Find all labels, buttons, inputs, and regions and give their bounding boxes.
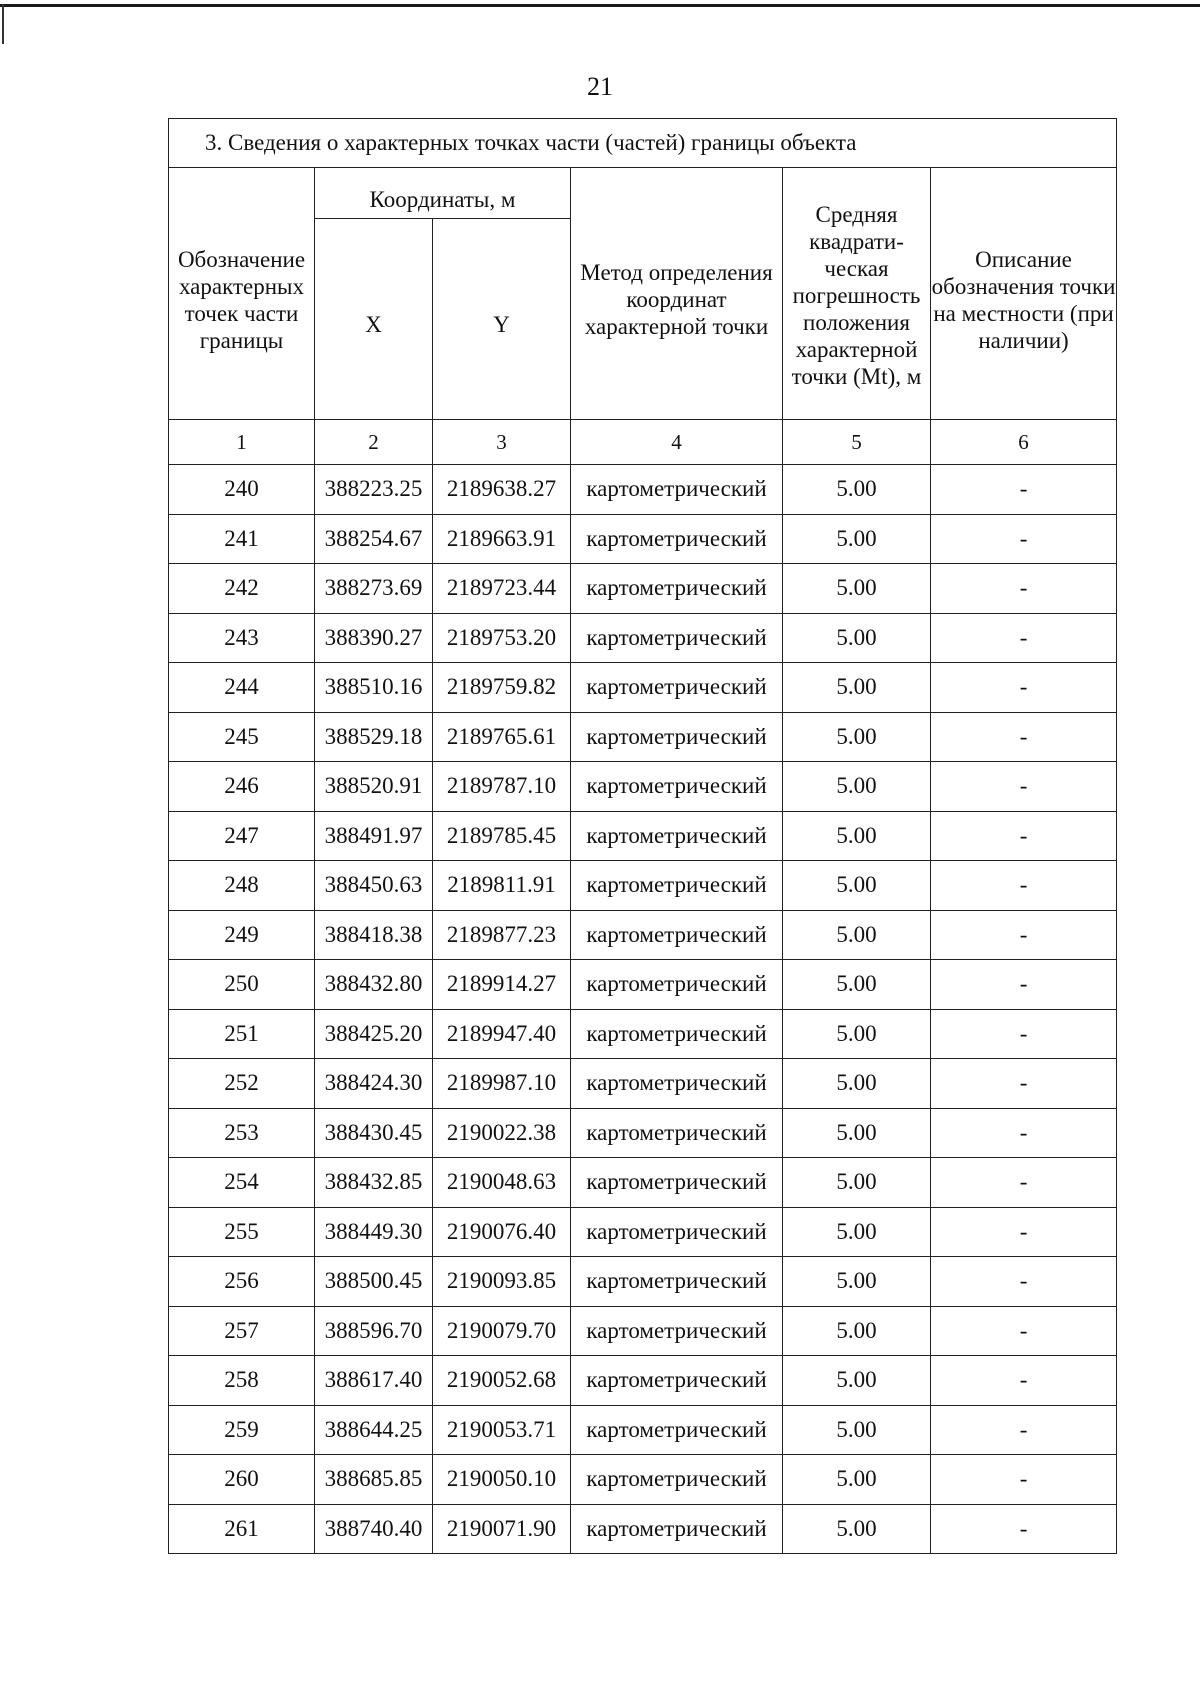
point-number-cell: 258 [169, 1356, 315, 1406]
header-row [169, 168, 1117, 219]
table-row [169, 663, 1117, 713]
table-row [169, 1108, 1117, 1158]
error-value-cell: 5.00 [783, 1207, 931, 1257]
header-coordinates: Координаты, м [315, 168, 571, 219]
point-number-cell: 247 [169, 811, 315, 861]
coordinate-x-cell: 388596.70 [315, 1306, 433, 1356]
table-row [169, 1405, 1117, 1455]
header-x: X [315, 219, 433, 420]
points-table-body [169, 465, 1117, 1554]
coordinate-y-cell: 2190022.38 [433, 1108, 571, 1158]
coordinate-x-cell: 388449.30 [315, 1207, 433, 1257]
error-value-cell: 5.00 [783, 762, 931, 812]
table-row [169, 1207, 1117, 1257]
method-cell: картометрический [571, 1306, 783, 1356]
coordinate-x-cell: 388491.97 [315, 811, 433, 861]
table-row [169, 514, 1117, 564]
method-cell: картометрический [571, 861, 783, 911]
coordinate-x-cell: 388390.27 [315, 613, 433, 663]
error-value-cell: 5.00 [783, 1356, 931, 1406]
method-cell: картометрический [571, 811, 783, 861]
coordinate-x-cell: 388273.69 [315, 564, 433, 614]
coordinate-y-cell: 2190048.63 [433, 1158, 571, 1208]
table-row [169, 1158, 1117, 1208]
coordinate-y-cell: 2189947.40 [433, 1009, 571, 1059]
table-row [169, 465, 1117, 515]
table-row [169, 762, 1117, 812]
table-row [169, 1455, 1117, 1505]
method-cell: картометрический [571, 1009, 783, 1059]
table-row [169, 1504, 1117, 1554]
description-cell: - [931, 1009, 1117, 1059]
coordinate-y-cell: 2190052.68 [433, 1356, 571, 1406]
coordinate-x-cell: 388432.85 [315, 1158, 433, 1208]
error-value-cell: 5.00 [783, 465, 931, 515]
coordinate-x-cell: 388529.18 [315, 712, 433, 762]
method-cell: картометрический [571, 1504, 783, 1554]
table-row [169, 960, 1117, 1010]
method-cell: картометрический [571, 960, 783, 1010]
coordinate-x-cell: 388685.85 [315, 1455, 433, 1505]
description-cell: - [931, 1059, 1117, 1109]
error-value-cell: 5.00 [783, 811, 931, 861]
error-value-cell: 5.00 [783, 1306, 931, 1356]
coordinate-x-cell: 388740.40 [315, 1504, 433, 1554]
page-number: 21 [587, 72, 613, 101]
coordinate-x-cell: 388430.45 [315, 1108, 433, 1158]
coordinate-y-cell: 2190076.40 [433, 1207, 571, 1257]
point-number-cell: 250 [169, 960, 315, 1010]
point-number-cell: 254 [169, 1158, 315, 1208]
error-value-cell: 5.00 [783, 1009, 931, 1059]
coordinate-x-cell: 388510.16 [315, 663, 433, 713]
coordinate-x-cell: 388520.91 [315, 762, 433, 812]
table-row [169, 564, 1117, 614]
coordinate-y-cell: 2190053.71 [433, 1405, 571, 1455]
point-number-cell: 261 [169, 1504, 315, 1554]
coordinate-x-cell: 388424.30 [315, 1059, 433, 1109]
method-cell: картометрический [571, 712, 783, 762]
table-row [169, 1306, 1117, 1356]
header-description: Описание обозначения точки на местности (при наличии) [931, 168, 1117, 420]
description-cell: - [931, 1504, 1117, 1554]
column-number: 2 [315, 420, 433, 465]
coordinate-y-cell: 2189811.91 [433, 861, 571, 911]
point-number-cell: 245 [169, 712, 315, 762]
method-cell: картометрический [571, 1207, 783, 1257]
point-number-cell: 256 [169, 1257, 315, 1307]
points-table-container [168, 118, 1116, 1554]
coordinate-x-cell: 388617.40 [315, 1356, 433, 1406]
error-value-cell: 5.00 [783, 1059, 931, 1109]
description-cell: - [931, 1257, 1117, 1307]
method-cell: картометрический [571, 1257, 783, 1307]
description-cell: - [931, 1207, 1117, 1257]
error-value-cell: 5.00 [783, 613, 931, 663]
header-mean-square-error: Средняя квадрати-ческая погрешность положения характерной точки (Mt), м [783, 168, 931, 420]
scan-border-left [2, 4, 4, 44]
method-cell: картометрический [571, 1158, 783, 1208]
characteristic-points-table [168, 118, 1117, 1554]
column-number-row [169, 420, 1117, 465]
column-number: 1 [169, 420, 315, 465]
description-cell: - [931, 663, 1117, 713]
point-number-cell: 249 [169, 910, 315, 960]
error-value-cell: 5.00 [783, 564, 931, 614]
point-number-cell: 253 [169, 1108, 315, 1158]
method-cell: картометрический [571, 1108, 783, 1158]
coordinate-x-cell: 388450.63 [315, 861, 433, 911]
description-cell: - [931, 465, 1117, 515]
point-number-cell: 257 [169, 1306, 315, 1356]
header-method: Метод определения координат характерной точки [571, 168, 783, 420]
table-row [169, 712, 1117, 762]
point-number-cell: 259 [169, 1405, 315, 1455]
description-cell: - [931, 1306, 1117, 1356]
table-row [169, 861, 1117, 911]
section-title-row [169, 119, 1117, 168]
description-cell: - [931, 762, 1117, 812]
method-cell: картометрический [571, 910, 783, 960]
column-number: 4 [571, 420, 783, 465]
table-row [169, 910, 1117, 960]
coordinate-x-cell: 388644.25 [315, 1405, 433, 1455]
coordinate-y-cell: 2190093.85 [433, 1257, 571, 1307]
coordinate-x-cell: 388425.20 [315, 1009, 433, 1059]
header-y: Y [433, 219, 571, 420]
error-value-cell: 5.00 [783, 861, 931, 911]
description-cell: - [931, 564, 1117, 614]
description-cell: - [931, 1405, 1117, 1455]
coordinate-x-cell: 388500.45 [315, 1257, 433, 1307]
error-value-cell: 5.00 [783, 910, 931, 960]
error-value-cell: 5.00 [783, 1405, 931, 1455]
coordinate-x-cell: 388223.25 [315, 465, 433, 515]
coordinate-y-cell: 2189663.91 [433, 514, 571, 564]
error-value-cell: 5.00 [783, 1158, 931, 1208]
method-cell: картометрический [571, 1405, 783, 1455]
method-cell: картометрический [571, 1455, 783, 1505]
method-cell: картометрический [571, 762, 783, 812]
description-cell: - [931, 514, 1117, 564]
table-row [169, 1059, 1117, 1109]
description-cell: - [931, 1356, 1117, 1406]
section-title: 3. Сведения о характерных точках части (частей) границы объекта [169, 119, 1117, 168]
coordinate-y-cell: 2190050.10 [433, 1455, 571, 1505]
point-number-cell: 240 [169, 465, 315, 515]
method-cell: картометрический [571, 514, 783, 564]
description-cell: - [931, 861, 1117, 911]
method-cell: картометрический [571, 1059, 783, 1109]
method-cell: картометрический [571, 613, 783, 663]
error-value-cell: 5.00 [783, 960, 931, 1010]
point-number-cell: 244 [169, 663, 315, 713]
coordinate-x-cell: 388254.67 [315, 514, 433, 564]
column-number: 3 [433, 420, 571, 465]
coordinate-y-cell: 2189759.82 [433, 663, 571, 713]
coordinate-y-cell: 2189787.10 [433, 762, 571, 812]
description-cell: - [931, 1158, 1117, 1208]
description-cell: - [931, 1455, 1117, 1505]
coordinate-y-cell: 2189785.45 [433, 811, 571, 861]
table-row [169, 1009, 1117, 1059]
table-row [169, 1356, 1117, 1406]
coordinate-y-cell: 2189723.44 [433, 564, 571, 614]
coordinate-x-cell: 388432.80 [315, 960, 433, 1010]
coordinate-y-cell: 2190079.70 [433, 1306, 571, 1356]
error-value-cell: 5.00 [783, 663, 931, 713]
coordinate-y-cell: 2189753.20 [433, 613, 571, 663]
point-number-cell: 251 [169, 1009, 315, 1059]
coordinate-y-cell: 2190071.90 [433, 1504, 571, 1554]
coordinate-y-cell: 2189765.61 [433, 712, 571, 762]
description-cell: - [931, 1108, 1117, 1158]
table-row [169, 811, 1117, 861]
description-cell: - [931, 712, 1117, 762]
error-value-cell: 5.00 [783, 1504, 931, 1554]
table-row [169, 613, 1117, 663]
description-cell: - [931, 613, 1117, 663]
header-point-designation: Обозначение характерных точек части границы [169, 168, 315, 420]
point-number-cell: 255 [169, 1207, 315, 1257]
description-cell: - [931, 811, 1117, 861]
method-cell: картометрический [571, 663, 783, 713]
coordinate-y-cell: 2189987.10 [433, 1059, 571, 1109]
column-number: 5 [783, 420, 931, 465]
point-number-cell: 260 [169, 1455, 315, 1505]
coordinate-y-cell: 2189638.27 [433, 465, 571, 515]
point-number-cell: 252 [169, 1059, 315, 1109]
point-number-cell: 242 [169, 564, 315, 614]
method-cell: картометрический [571, 564, 783, 614]
method-cell: картометрический [571, 465, 783, 515]
coordinate-y-cell: 2189877.23 [433, 910, 571, 960]
error-value-cell: 5.00 [783, 712, 931, 762]
column-number: 6 [931, 420, 1117, 465]
point-number-cell: 248 [169, 861, 315, 911]
description-cell: - [931, 910, 1117, 960]
error-value-cell: 5.00 [783, 514, 931, 564]
coordinate-x-cell: 388418.38 [315, 910, 433, 960]
point-number-cell: 243 [169, 613, 315, 663]
point-number-cell: 246 [169, 762, 315, 812]
error-value-cell: 5.00 [783, 1108, 931, 1158]
table-row [169, 1257, 1117, 1307]
error-value-cell: 5.00 [783, 1455, 931, 1505]
point-number-cell: 241 [169, 514, 315, 564]
error-value-cell: 5.00 [783, 1257, 931, 1307]
method-cell: картометрический [571, 1356, 783, 1406]
description-cell: - [931, 960, 1117, 1010]
scan-border-top [0, 4, 1200, 7]
coordinate-y-cell: 2189914.27 [433, 960, 571, 1010]
